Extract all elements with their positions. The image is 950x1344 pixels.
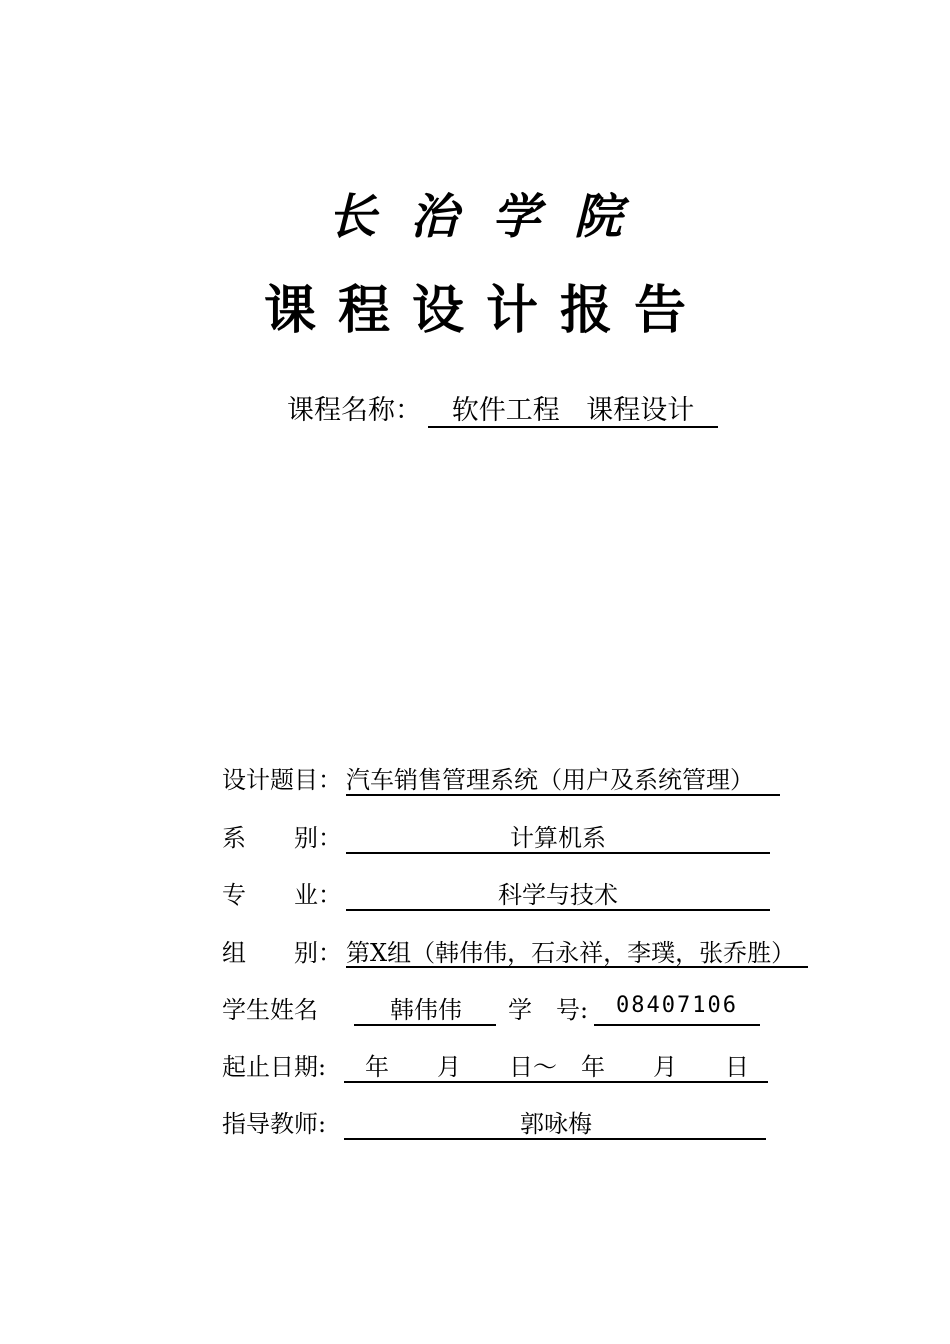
- group-value: 第Ⅹ组（韩伟伟，石永祥，李璞，张乔胜）: [346, 939, 796, 967]
- department-underline: [346, 852, 770, 854]
- course-name-label: 课程名称：: [287, 395, 422, 426]
- course-name-value: 软件工程 课程设计: [451, 395, 695, 426]
- student-name-label: 学生姓名: [222, 996, 318, 1024]
- date-range-label: 起止日期:: [222, 1053, 327, 1081]
- student-name-underline: [354, 1024, 496, 1026]
- major-underline: [346, 909, 770, 911]
- date-range-value: 年 月 日～ 年 月 日: [365, 1053, 749, 1081]
- advisor-underline: [344, 1138, 766, 1140]
- advisor-label: 指导教师:: [222, 1110, 327, 1138]
- major-label: 专 业：: [222, 881, 342, 909]
- design-topic-underline: [346, 794, 780, 796]
- course-name-underline: [428, 426, 718, 428]
- student-name-value: 韩伟伟: [390, 996, 462, 1024]
- group-label: 组 别：: [222, 939, 342, 967]
- student-id-label: 学 号:: [508, 996, 589, 1024]
- institution-title: 长治学院: [327, 189, 656, 245]
- report-title: 课程设计报告: [263, 280, 708, 341]
- student-id-value: 08407106: [616, 993, 738, 1018]
- design-topic-value: 汽车销售管理系统（用户及系统管理）: [346, 766, 754, 794]
- design-topic-label: 设计题目：: [222, 766, 342, 794]
- department-value: 计算机系: [510, 824, 606, 852]
- department-label: 系 别：: [222, 824, 342, 852]
- major-value: 科学与技术: [498, 881, 618, 909]
- student-id-underline: [594, 1024, 760, 1026]
- advisor-value: 郭咏梅: [520, 1110, 592, 1138]
- date-range-underline: [344, 1081, 768, 1083]
- group-underline: [346, 966, 808, 968]
